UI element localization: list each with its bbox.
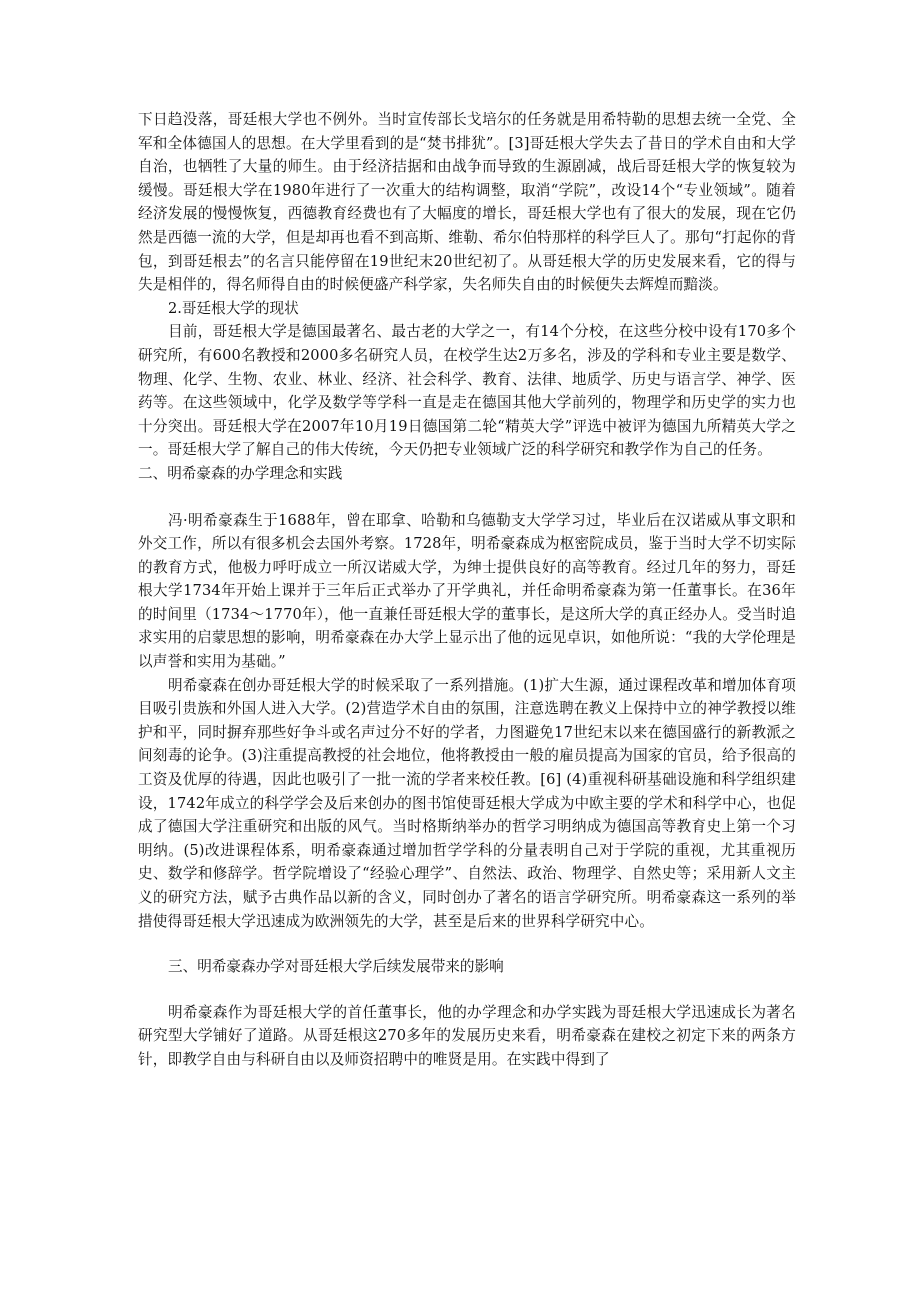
paragraph-current-status: 目前，哥廷根大学是德国最著名、最古老的大学之一，有14个分校，在这些分校中设有170多个研究所，有600名教授和2000多名研究人员，在校学生达2万多名，涉及的学科和专业主要是数学、物理、化学、生物、农业、林业、经济、社会科学、教育、法律、地质学、历史与语言学、神学、医药等。在这些领域中，化学及数学等学科一直是走在德国其他大学前列的，物理学和历史学的实力也十分突出。哥廷根大学在2007年10月19日德国第二轮“精英大学”评选中被评为德国九所精英大学之一。哥廷根大学了解自己的伟大传统，今天仍把专业领域广泛的科学研究和教学作为自己的任务。 — [138, 323, 796, 459]
section-heading-philosophy: 二、明希豪森的办学理念和实践 — [138, 464, 343, 482]
section-gap — [138, 979, 796, 1001]
section-heading-influence: 三、明希豪森办学对哥廷根大学后续发展带来的影响 — [168, 958, 504, 976]
section-gap — [138, 486, 796, 509]
paragraph-history-decline: 下日趋没落，哥廷根大学也不例外。当时宣传部长戈培尔的任务就是用希特勒的思想去统一全党、全军和全体德国人的思想。在大学里看到的是“焚书排犹”。[3]哥廷根大学失去了昔日的学术自由和大学自治，也牺牲了大量的师生。由于经济拮据和由战争而导致的生源剧减，战后哥廷根大学的恢复较为缓慢。哥廷根大学在1980年进行了一次重大的结构调整，取消“学院”，改设14个“专业领域”。随着经济发展的慢慢恢复，西德教育经费也有了大幅度的增长，哥廷根大学也有了很大的发展，现在它仍然是西德一流的大学，但是却再也看不到高斯、维勒、希尔伯特那样的科学巨人了。那句“打起你的背包，到哥廷根去”的名言只能停留在19世纪末20世纪初了。从哥廷根大学的历史发展来看，它的得与失是相伴的，得名师得自由的时候便盛产科学家，失名师失自由的时候便失去辉煌而黯淡。 — [138, 111, 796, 294]
paragraph-munchhausen-bio: 冯·明希豪森生于1688年，曾在耶拿、哈勒和乌德勒支大学学习过，毕业后在汉诺威从事文职和外交工作，所以有很多机会去国外考察。1728年，明希豪森成为枢密院成员，鉴于当时大学不切实际的教育方式，他极力呼吁成立一所汉诺威大学，为绅士提供良好的高等教育。经过几年的努力，哥廷根大学1734年开始上课并于三年后正式举办了开学典礼，并任命明希豪森为第一任董事长。在36年的时间里（1734～1770年），他一直兼任哥廷根大学的董事长，是这所大学的真正经办人。受当时追求实用的启蒙思想的影响，明希豪森在办大学上显示出了他的远见卓识，如他所说：“我的大学伦理是以声誉和实用为基础。” — [138, 511, 796, 671]
document-page — [138, 108, 796, 1072]
paragraph-munchhausen-measures: 明希豪森在创办哥廷根大学的时候采取了一系列措施。(1)扩大生源，通过课程改革和增加体育项目吸引贵族和外国人进入大学。(2)营造学术自由的氛围，注意选聘在教义上保持中立的神学教授以维护和平，同时摒弃那些好争斗或名声过分不好的学者，力图避免17世纪末以来在德国盛行的新教派之间刻毒的论争。(3)注重提高教授的社会地位，他将教授由一般的雇员提高为国家的官员，给予很高的工资及优厚的待遇，因此也吸引了一批一流的学者来校任教。[6] (4)重视科研基础设施和科学组织建设，1742年成立的科学学会及后来创办的图书馆使哥廷根大学成为中欧主要的学术和科学中心，也促成了德国大学注重研究和出版的风气。当时格斯纳举办的哲学习明纳成为德国高等教育史上第一个习明纳。(5)改进课程体系，明希豪森通过增加哲学学科的分量表明自己对于学院的重视，尤其重视历史、数学和修辞学。哲学院增设了“经验心理学”、自然法、政治、物理学、自然史等；采用新人文主义的研究方法，赋予古典作品以新的含义，同时创办了著名的语言学研究所。明希豪森这一系列的举措使得哥廷根大学迅速成为欧洲领先的大学，甚至是后来的世界科学研究中心。 — [138, 676, 796, 930]
section-heading-current-status: 2.哥廷根大学的现状 — [168, 299, 299, 317]
paragraph-influence: 明希豪森作为哥廷根大学的首任董事长，他的办学理念和办学实践为哥廷根大学迅速成长为著名研究型大学铺好了道路。从哥廷根这270多年的发展历史来看，明希豪森在建校之初定下来的两条方针，即教学自由与科研自由以及师资招聘中的唯贤是用。在实践中得到了 — [138, 1003, 796, 1068]
section-gap — [138, 933, 796, 955]
